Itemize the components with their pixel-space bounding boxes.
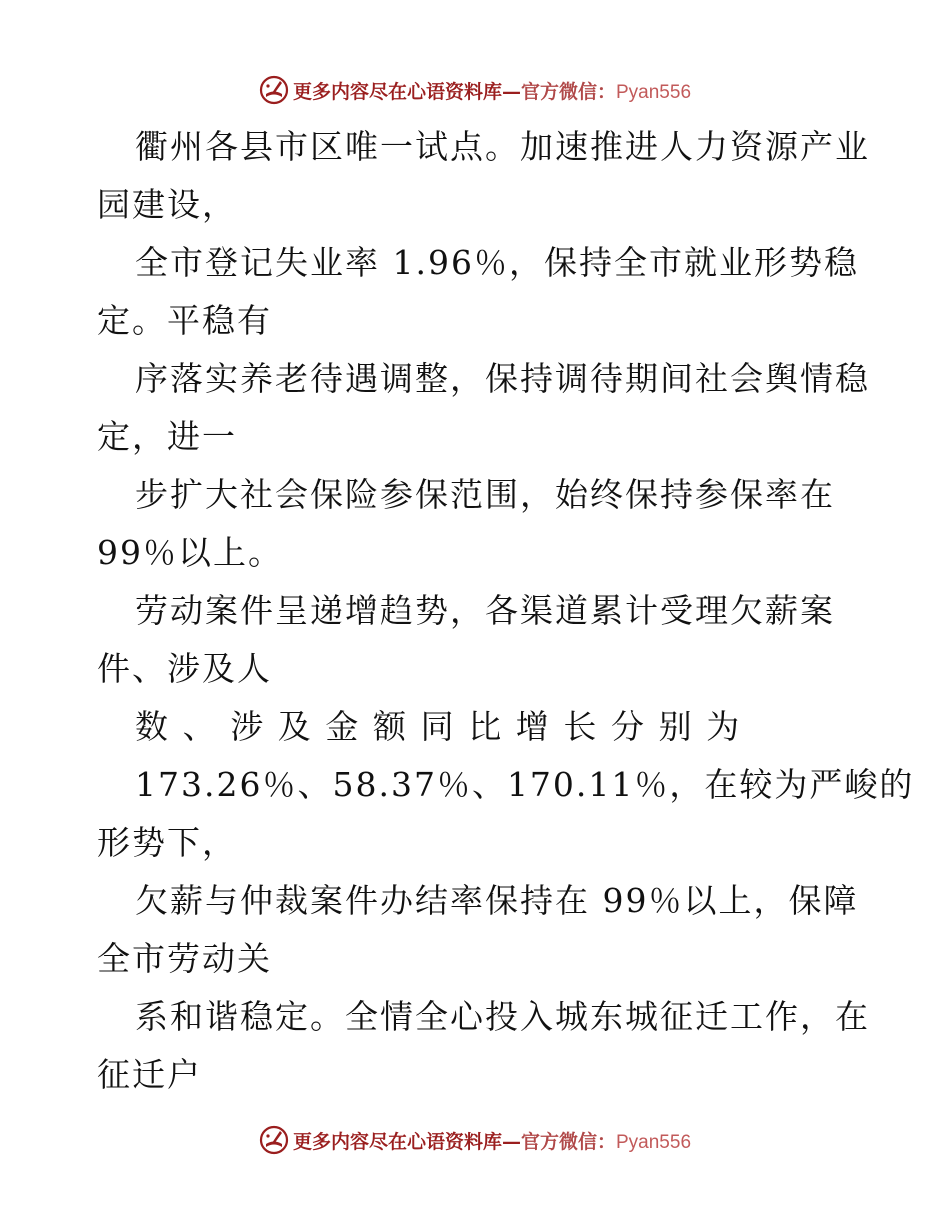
body-line: 园建设， bbox=[97, 185, 237, 224]
header-banner-wechat: 官方微信： bbox=[520, 80, 616, 103]
body-line: 步扩大社会保险参保范围，始终保持参保率在 bbox=[135, 475, 835, 514]
body-line: 劳动案件呈递增趋势，各渠道累计受理欠薪案 bbox=[135, 591, 835, 630]
body-line: 定，进一 bbox=[97, 417, 237, 456]
footer-banner-wechat: 官方微信： bbox=[520, 1130, 616, 1153]
quill-book-icon bbox=[259, 1125, 289, 1155]
body-line: 173.26％、58.37％、170.11％，在较为严峻的 bbox=[135, 765, 915, 804]
header-banner-dash: — bbox=[501, 80, 521, 103]
body-line: 欠薪与仲裁案件办结率保持在 99％以上，保障 bbox=[135, 881, 859, 920]
body-line: 全市登记失业率 1.96％，保持全市就业形势稳 bbox=[135, 243, 859, 282]
body-line: 系和谐稳定。全情全心投入城东城征迁工作，在 bbox=[135, 997, 870, 1036]
body-line: 数、涉及金额同比增长分别为 bbox=[135, 707, 754, 746]
footer-banner-text bbox=[293, 1127, 691, 1154]
footer-banner-dash: — bbox=[501, 1130, 521, 1153]
body-line: 全市劳动关 bbox=[97, 939, 272, 978]
header-banner-text bbox=[293, 77, 691, 104]
header-banner-id: Pyan556 bbox=[616, 81, 692, 103]
body-line: 形势下， bbox=[97, 823, 237, 862]
document-body bbox=[97, 118, 915, 1104]
header-banner-main: 更多内容尽在心语资料库 bbox=[292, 80, 502, 103]
footer-banner bbox=[0, 1120, 950, 1160]
footer-banner-id: Pyan556 bbox=[616, 1131, 692, 1153]
body-line: 征迁户 bbox=[97, 1055, 202, 1094]
body-line: 件、涉及人 bbox=[97, 649, 272, 688]
body-line: 衢州各县市区唯一试点。加速推进人力资源产业 bbox=[135, 127, 870, 166]
quill-book-icon bbox=[259, 75, 289, 105]
body-line: 定。平稳有 bbox=[97, 301, 272, 340]
footer-banner-main: 更多内容尽在心语资料库 bbox=[292, 1130, 502, 1153]
body-line: 序落实养老待遇调整，保持调待期间社会舆情稳 bbox=[135, 359, 870, 398]
header-banner bbox=[0, 70, 950, 110]
body-line: 99％以上。 bbox=[97, 533, 283, 572]
